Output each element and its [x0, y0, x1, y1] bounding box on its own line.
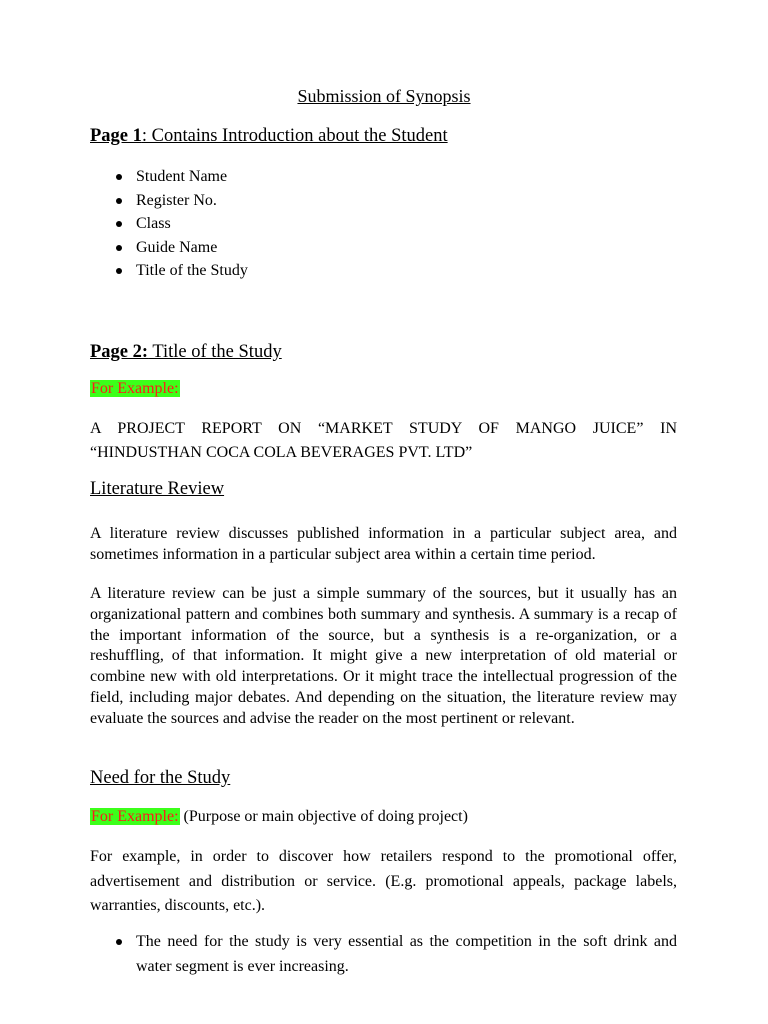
need-heading: Need for the Study — [90, 768, 231, 788]
list-item: Class — [113, 212, 248, 236]
list-item: Title of the Study — [113, 259, 248, 283]
example-highlight: For Example: — [91, 808, 179, 825]
student-info-list — [113, 165, 248, 283]
bullet-icon — [116, 198, 122, 204]
page2-heading-text: Title of the Study — [148, 342, 282, 362]
page2-heading — [90, 342, 282, 363]
page1-heading — [90, 126, 448, 147]
need-paragraph: For example, in order to discover how retailers respond to the promotional offer, advertisement and distribution or service. (E.g. promotional appeals, package labels, warranties, discounts, etc.). — [90, 848, 677, 914]
need-bullet: The need for the study is very essential as the competition in the soft drink and water segment is ever increasing. — [113, 929, 677, 979]
document-title: Submission of Synopsis — [297, 86, 471, 106]
page1-heading-text: : Contains Introduction about the Student — [141, 126, 448, 146]
example-label-line — [90, 380, 180, 398]
page2-heading-bold: Page 2: — [90, 342, 149, 362]
literature-heading: Literature Review — [90, 479, 225, 499]
list-item: Student Name — [113, 165, 248, 189]
literature-paragraph-2: A literature review can be just a simple summary of the sources, but it usually has an organizational pattern and combines both summary and synthesis. A summary is a recap of the important information of the source, but a synthesis is a re-organization, or a reshuffling, of that information. It might give a new interpretation of old material or combine new with old interpretations. Or it might trace the intellectual progression of the field, including major debates. And depending on the situation, the literature review may evaluate the sources and advise the reader on the most pertinent or relevant. — [90, 585, 677, 727]
bullet-icon — [116, 221, 122, 227]
bullet-icon — [116, 174, 122, 180]
bullet-icon — [116, 939, 122, 945]
bullet-icon — [116, 245, 122, 251]
list-item: Guide Name — [113, 236, 248, 260]
example-highlight: For Example: — [91, 380, 179, 397]
list-item: Register No. — [113, 189, 248, 213]
example-note: (Purpose or main objective of doing project) — [179, 808, 468, 825]
need-example-line — [90, 808, 468, 826]
literature-paragraph-1: A literature review discusses published information in a particular subject area, and sometimes information in a particular subject area within a certain time period. — [90, 525, 677, 563]
page1-heading-bold: Page 1 — [90, 126, 142, 146]
project-title: A PROJECT REPORT ON “MARKET STUDY OF MANGO JUICE” IN “HINDUSTHAN COCA COLA BEVERAGES PVT. LTD” — [90, 420, 677, 461]
bullet-icon — [116, 268, 122, 274]
